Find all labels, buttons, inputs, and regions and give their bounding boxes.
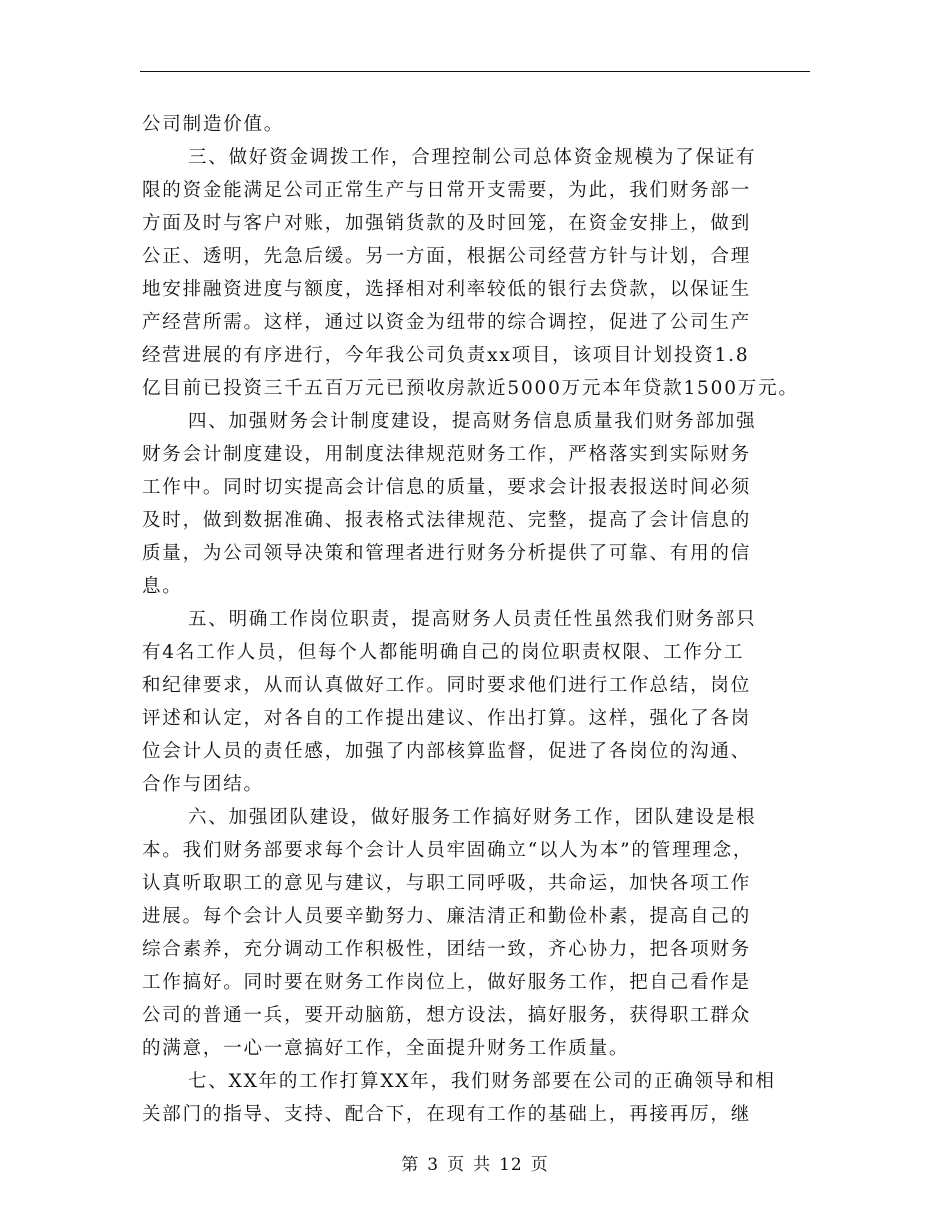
text-line: 亿目前已投资三千五百万元已预收房款近5000万元本年贷款1500万元。 [142,378,799,399]
text-line: 工作搞好。同时要在财务工作岗位上，做好服务工作，把自己看作是 [142,972,752,993]
text-line: 和纪律要求，从而认真做好工作。同时要求他们进行工作总结，岗位 [142,675,752,696]
text-line: 本。我们财务部要求每个会计人员牢固确立“以人为本”的管理理念， [142,840,754,861]
text-line: 三、做好资金调拨工作，合理控制公司总体资金规模为了保证有 [188,147,757,168]
text-line: 关部门的指导、支持、配合下，在现有工作的基础上，再接再厉，继 [142,1104,752,1125]
text-line: 进展。每个会计人员要辛勤努力、廉洁清正和勤俭朴素，提高自己的 [142,906,752,927]
page-footer [0,1153,950,1177]
text-line: 地安排融资进度与额度，选择相对利率较低的银行去贷款，以保证生 [142,279,752,300]
text-line: 公正、透明，先急后缓。另一方面，根据公司经营方针与计划，合理 [142,246,752,267]
document-body [142,108,822,1131]
text-line: 综合素养，充分调动工作积极性，团结一致，齐心协力，把各项财务 [142,939,752,960]
text-line: 质量，为公司领导决策和管理者进行财务分析提供了可靠、有用的信 [142,543,752,564]
text-line: 经营进展的有序进行，今年我公司负责xx项目，该项目计划投资1.8 [142,345,750,366]
text-line: 限的资金能满足公司正常生产与日常开支需要，为此，我们财务部一 [142,180,752,201]
text-line: 及时，做到数据准确、报表格式法律规范、完整，提高了会计信息的 [142,510,752,531]
text-line: 合作与团结。 [142,774,264,795]
text-line: 位会计人员的责任感，加强了内部核算监督，促进了各岗位的沟通、 [142,741,752,762]
text-line: 七、XX年的工作打算XX年，我们财务部要在公司的正确领导和相 [188,1071,776,1092]
text-line: 息。 [142,576,183,597]
text-line: 评述和认定，对各自的工作提出建议、作出打算。这样，强化了各岗 [142,708,752,729]
text-line: 的满意，一心一意搞好工作，全面提升财务工作质量。 [142,1038,630,1059]
text-line: 六、加强团队建设，做好服务工作搞好财务工作，团队建设是根 [188,807,757,828]
text-line: 五、明确工作岗位职责，提高财务人员责任性虽然我们财务部只 [188,609,757,630]
text-line: 有4名工作人员，但每个人都能明确自己的岗位职责权限、工作分工 [142,642,745,663]
footer-total-word: 共 [473,1155,492,1175]
footer-total-pages: 12 [499,1155,523,1175]
text-line: 公司的普通一兵，要开动脑筋，想方设法，搞好服务，获得职工群众 [142,1005,752,1026]
text-line: 产经营所需。这样，通过以资金为纽带的综合调控，促进了公司生产 [142,312,752,333]
footer-page-word: 页 [447,1155,466,1175]
footer-suffix: 页 [530,1155,549,1175]
text-line: 工作中。同时切实提高会计信息的质量，要求会计报表报送时间必须 [142,477,752,498]
footer-current-page: 3 [427,1155,440,1175]
text-line: 方面及时与客户对账，加强销货款的及时回笼，在资金安排上，做到 [142,213,752,234]
text-line: 四、加强财务会计制度建设，提高财务信息质量我们财务部加强 [188,411,757,432]
header-rule [140,71,810,72]
text-line: 认真听取职工的意见与建议，与职工同呼吸，共命运，加快各项工作 [142,873,752,894]
text-line: 公司制造价值。 [142,114,285,135]
footer-prefix: 第 [401,1155,420,1175]
text-line: 财务会计制度建设，用制度法律规范财务工作，严格落实到实际财务 [142,444,752,465]
